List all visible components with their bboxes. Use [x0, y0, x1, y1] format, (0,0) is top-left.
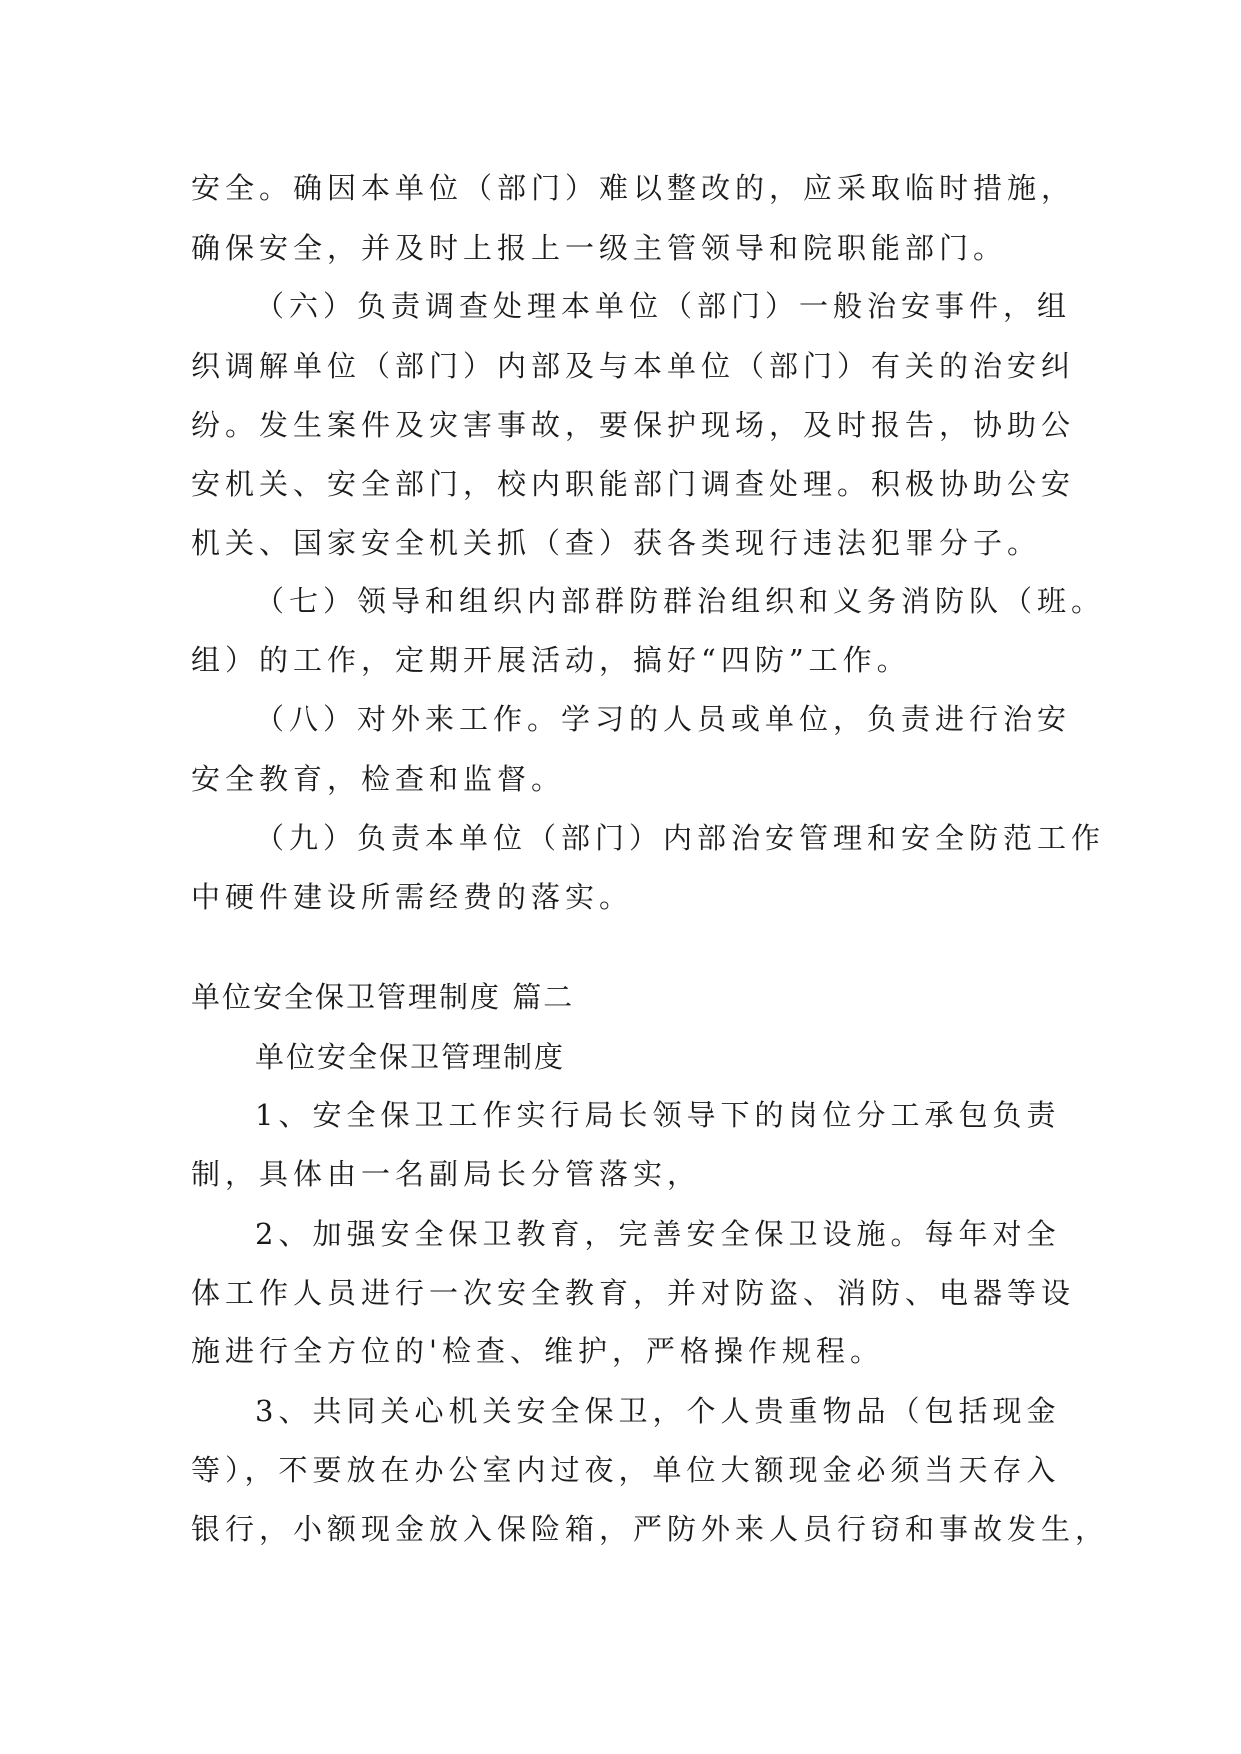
text-line: （九）负责本单位（部门）内部治安管理和安全防范工作: [255, 821, 1106, 855]
text-line: 纷。发生案件及灾害事故，要保护现场，及时报告，协助公: [191, 408, 1076, 442]
text-line: 确保安全，并及时上报上一级主管领导和院职能部门。: [191, 231, 1008, 265]
section-heading: 单位安全保卫管理制度 篇二: [191, 980, 575, 1014]
text-line: 银行，小额现金放入保险箱，严防外来人员行窃和事故发生，: [191, 1512, 1110, 1546]
text-line: （八）对外来工作。学习的人员或单位，负责进行治安: [255, 702, 1072, 736]
text-line: 体工作人员进行一次安全教育，并对防盗、消防、电器等设: [191, 1276, 1076, 1310]
text-line: 施进行全方位的'检查、维护，严格操作规程。: [191, 1334, 884, 1368]
text-line: 2、加强安全保卫教育，完善安全保卫设施。每年对全: [255, 1217, 1061, 1251]
text-line: （七）领导和组织内部群防群治组织和义务消防队（班。: [255, 584, 1106, 618]
text-line: （六）负责调查处理本单位（部门）一般治安事件，组: [255, 289, 1072, 323]
text-line: 组）的工作，定期开展活动，搞好“四防”工作。: [191, 643, 911, 677]
text-line: 1、安全保卫工作实行局长领导下的岗位分工承包负责: [255, 1098, 1061, 1132]
text-line: 中硬件建设所需经费的落实。: [191, 880, 634, 914]
text-line: 3、共同关心机关安全保卫，个人贵重物品（包括现金: [255, 1394, 1061, 1428]
section-subtitle: 单位安全保卫管理制度: [255, 1040, 566, 1074]
text-line: 安全教育，检查和监督。: [191, 762, 566, 796]
text-line: 制，具体由一名副局长分管落实，: [191, 1157, 702, 1191]
text-line: 安全。确因本单位（部门）难以整改的，应采取临时措施，: [191, 171, 1076, 205]
text-line: 织调解单位（部门）内部及与本单位（部门）有关的治安纠: [191, 349, 1076, 383]
text-line: 安机关、安全部门，校内职能部门调查处理。积极协助公安: [191, 467, 1076, 501]
text-line: 机关、国家安全机关抓（查）获各类现行违法犯罪分子。: [191, 526, 1042, 560]
text-line: 等），不要放在办公室内过夜，单位大额现金必须当天存入: [191, 1453, 1061, 1487]
